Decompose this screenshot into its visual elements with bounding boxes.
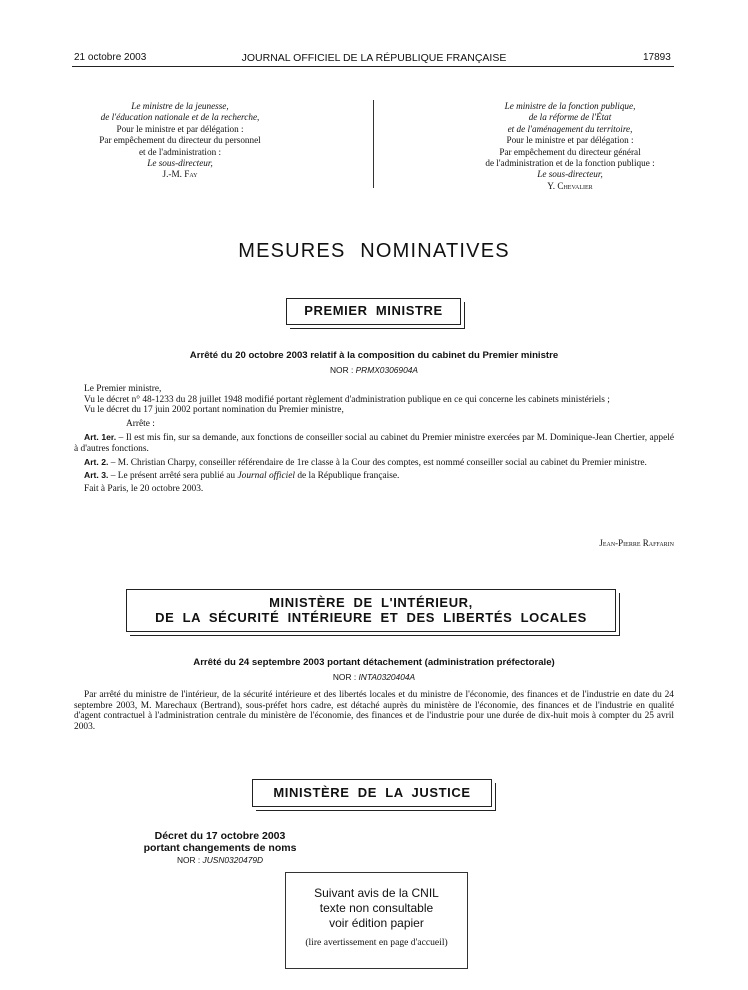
signature-line: de l'administration et de la fonction publique :	[485, 158, 655, 169]
signature-line: Pour le ministre et par délégation :	[116, 123, 244, 134]
nor-reference	[0, 365, 748, 375]
ministry-box-justice: MINISTÈRE DE LA JUSTICE	[252, 779, 492, 807]
article-2	[74, 457, 674, 469]
nor-value: PRMX0306904A	[355, 365, 418, 375]
article-1	[74, 432, 674, 454]
signature-line: Le sous-directeur,	[147, 158, 213, 169]
fait-a-paris: Fait à Paris, le 20 octobre 2003.	[84, 483, 204, 494]
arrete-body	[74, 384, 674, 494]
article-text: – M. Christian Charpy, conseiller référendaire de 1re classe à la Cour des comptes, est nommé conseiller social au cabinet du Premier ministre.	[108, 457, 647, 468]
article-label: Art. 1er.	[84, 432, 117, 443]
nor-value: INTA0320404A	[358, 672, 416, 682]
article-3	[74, 470, 674, 482]
arrete-body	[74, 690, 674, 732]
article-text: de la République française.	[295, 471, 400, 482]
cnil-line: Suivant avis de la CNIL	[314, 886, 439, 900]
arrete-title: Arrêté du 24 septembre 2003 portant détachement (administration préfectorale)	[193, 657, 555, 668]
signature-line: et de l'administration :	[138, 146, 222, 157]
paragraph: Par arrêté du ministre de l'intérieur, de la sécurité intérieure et des libertés locales et du ministre de l'économie, des finances et de l'industrie en date du 24 septembre 2003, M. Marechaux (Bertrand), sous-préfet hors cadre, est détaché auprès du ministère de l'économie, des finances et de l'industrie en qualité d'agent contractuel à l'administration centrale du ministère de l'économie, des finances et de l'industrie pour une durée de dix-huit mois à compter du 25 avril 2003.	[74, 690, 674, 732]
article-text: – Le présent arrêté sera publié au	[108, 471, 238, 482]
signature-line: Pour le ministre et par délégation :	[506, 135, 634, 146]
header-rule	[72, 66, 674, 67]
signature-block-right	[420, 101, 720, 192]
signature-line: Par empêchement du directeur général	[499, 146, 641, 157]
header-page-number: 17893	[643, 52, 671, 63]
header-date: 21 octobre 2003	[74, 52, 147, 63]
section-heading: MESURES NOMINATIVES	[238, 240, 510, 262]
cnil-line: texte non consultable	[319, 901, 434, 915]
nor-label: NOR :	[330, 365, 356, 375]
paragraph: Le Premier ministre,	[84, 384, 162, 394]
nor-reference	[0, 672, 748, 682]
ministry-box-premier-ministre: PREMIER MINISTRE	[286, 298, 461, 325]
signature-line: Le ministre de la fonction publique,	[504, 101, 636, 111]
signatory-name: J.-M. Fay	[162, 169, 198, 180]
nor-value: JUSN0320479D	[202, 855, 264, 865]
signature-line: de l'éducation nationale et de la recherche,	[100, 112, 260, 123]
column-divider	[373, 100, 374, 188]
decret-title-line: portant changements de noms	[143, 841, 297, 854]
nor-reference	[120, 855, 320, 865]
paragraph: Vu le décret n° 48-1233 du 28 juillet 1948 modifié portant règlement d'administration publique en ce qui concerne les cabinets ministériels ;	[84, 394, 610, 405]
signatory-name: Y. Chevalier	[547, 180, 593, 191]
arrete-title: Arrêté du 20 octobre 2003 relatif à la composition du cabinet du Premier ministre	[189, 350, 559, 361]
cnil-line: voir édition papier	[329, 916, 424, 930]
signatory-name: Jean-Pierre Raffarin	[599, 538, 674, 548]
header-journal-title: JOURNAL OFFICIEL DE LA RÉPUBLIQUE FRANÇAISE	[241, 52, 507, 64]
signature-line: de la réforme de l'État	[528, 112, 612, 123]
ministry-box-interieur	[126, 589, 616, 632]
cnil-warning-note: (lire avertissement en page d'accueil)	[305, 937, 448, 948]
signature-line: Le sous-directeur,	[537, 169, 603, 180]
article-label: Art. 3.	[84, 470, 109, 481]
signature-line: Par empêchement du directeur du personnel	[99, 135, 261, 146]
paragraph: Vu le décret du 17 juin 2002 portant nomination du Premier ministre,	[84, 405, 344, 416]
cnil-notice	[286, 886, 467, 931]
signature-line: Le ministre de la jeunesse,	[131, 101, 229, 111]
cnil-notice-box	[285, 872, 468, 969]
journal-officiel-ref: Journal officiel	[237, 471, 296, 482]
decret-title	[120, 831, 320, 854]
ministry-title-line: DE LA SÉCURITÉ INTÉRIEURE ET DES LIBERTÉS LOCALES	[155, 610, 587, 625]
signature-block-left	[30, 101, 330, 181]
decret-title-line: Décret du 17 octobre 2003	[154, 830, 286, 842]
article-text: – Il est mis fin, sur sa demande, aux fonctions de conseiller social au cabinet du Premier ministre exercées par M. Dominique-Jean Chertier, appelé à d'autres fonctions.	[74, 433, 674, 454]
article-label: Art. 2.	[84, 456, 109, 467]
ministry-title-line: MINISTÈRE DE L'INTÉRIEUR,	[269, 595, 473, 610]
nor-label: NOR :	[176, 855, 203, 865]
nor-label: NOR :	[332, 672, 359, 682]
arrete-keyword: Arrête :	[126, 418, 155, 429]
signature-line: et de l'aménagement du territoire,	[507, 123, 633, 134]
